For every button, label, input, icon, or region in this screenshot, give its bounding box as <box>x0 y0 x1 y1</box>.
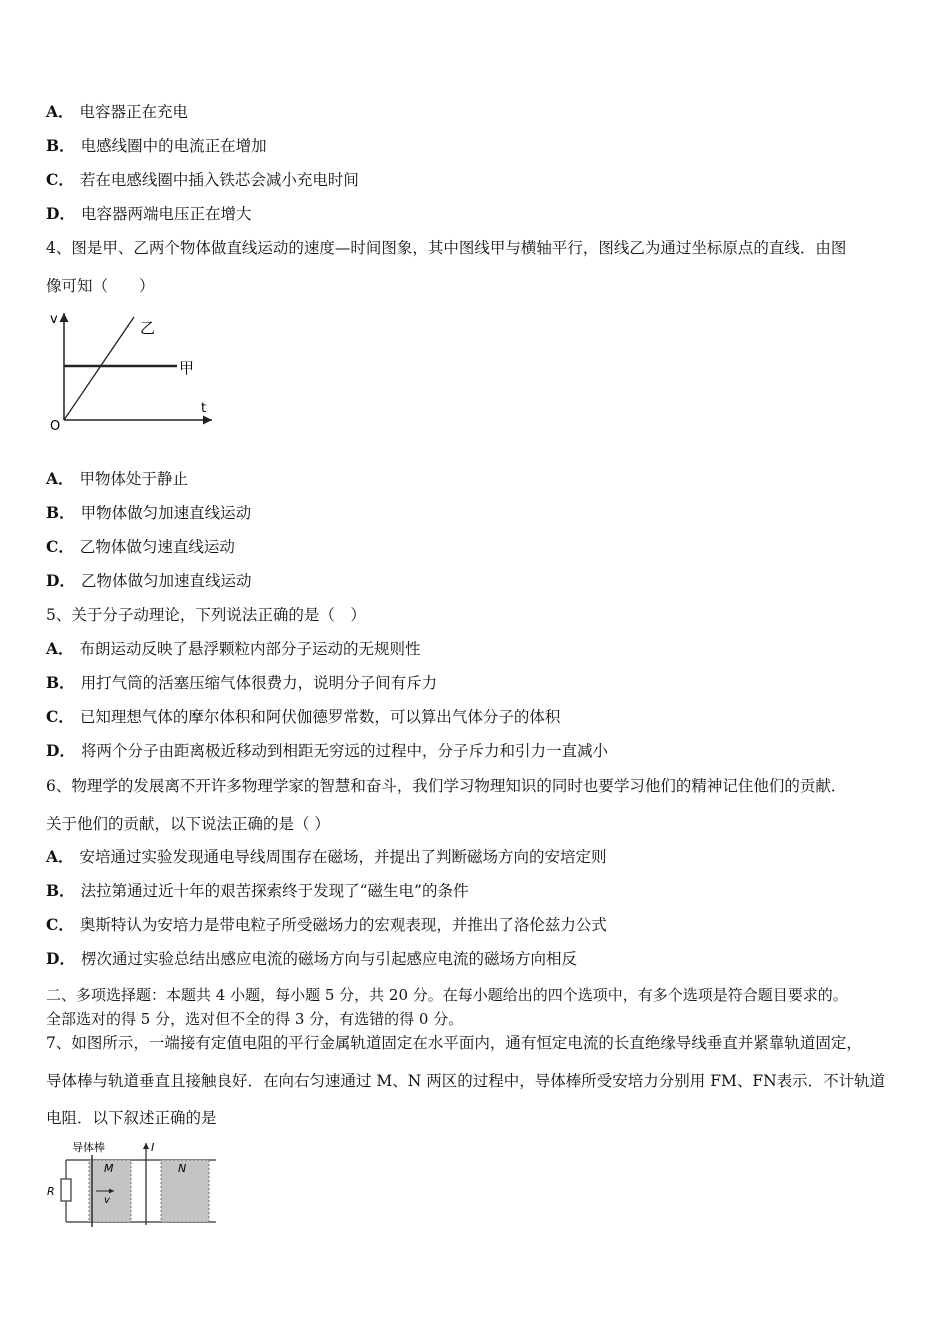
yi-label: 乙 <box>140 319 156 337</box>
q5-option-a: A． 布朗运动反映了悬浮颗粒内部分子运动的无规则性 <box>46 639 421 658</box>
q5-option-c: C． 已知理想气体的摩尔体积和阿伏伽德罗常数，可以算出气体分子的体积 <box>46 707 561 726</box>
q7-stem-line2: 导体棒与轨道垂直且接触良好．在向右匀速通过 M、N 两区的过程中，导体棒所受安培力分别用 FM、FN表示．不计轨道 <box>46 1072 886 1090</box>
q3-option-d: D． 电容器两端电压正在增大 <box>46 204 252 223</box>
q5-stem: 5、关于分子动理论，下列说法正确的是（ ） <box>46 606 366 624</box>
q7-stem-line1: 7、如图所示，一端接有定值电阻的平行金属轨道固定在水平面内，通有恒定电流的长直绝缘导线垂直并紧靠轨道固定， <box>46 1034 862 1052</box>
origin-label: O <box>50 419 61 434</box>
line-yi <box>64 317 134 420</box>
n-label: N <box>178 1162 187 1175</box>
resistor <box>61 1179 71 1201</box>
m-label: M <box>104 1162 114 1175</box>
v-label: v <box>50 312 58 327</box>
q6-option-d: D． 楞次通过实验总结出感应电流的磁场方向与引起感应电流的磁场方向相反 <box>46 949 577 968</box>
section2-header-line2: 全部选对的得 5 分，选对但不全的得 3 分，有选错的得 0 分。 <box>46 1010 464 1028</box>
q4-stem-line1: 4、图是甲、乙两个物体做直线运动的速度—时间图象，其中图线甲与横轴平行，图线乙为通过坐标原点的直线．由图 <box>46 239 847 257</box>
section2-header-line1: 二、多项选择题：本题共 4 小题，每小题 5 分，共 20 分。在每小题给出的四个选项中，有多个选项是符合题目要求的。 <box>46 986 848 1004</box>
q4-option-b: B． 甲物体做匀加速直线运动 <box>46 503 252 522</box>
q3-option-a: A． 电容器正在充电 <box>46 102 189 121</box>
q3-option-b: B． 电感线圈中的电流正在增加 <box>46 136 267 155</box>
rod-label: 导体棒 <box>72 1141 105 1154</box>
q6-option-a: A． 安培通过实验发现通电导线周围存在磁场，并提出了判断磁场方向的安培定则 <box>46 847 607 866</box>
q4-option-c: C． 乙物体做匀速直线运动 <box>46 537 235 556</box>
q7-circuit-figure <box>44 1137 224 1227</box>
q4-vt-graph <box>44 305 224 435</box>
t-label: t <box>201 401 207 416</box>
q6-option-b: B． 法拉第通过近十年的艰苦探索终于发现了“磁生电”的条件 <box>46 881 469 900</box>
current-label: I <box>151 1141 155 1154</box>
q7-stem-line3: 电阻．以下叙述正确的是 <box>46 1109 217 1127</box>
v-label: v <box>104 1195 110 1206</box>
q4-option-a: A． 甲物体处于静止 <box>46 469 189 488</box>
q6-stem-line1: 6、物理学的发展离不开许多物理学家的智慧和奋斗，我们学习物理知识的同时也要学习他们的精神记住他们的贡献． <box>46 777 847 795</box>
r-label: R <box>47 1185 55 1198</box>
jia-label: 甲 <box>179 359 195 377</box>
q6-option-c: C． 奥斯特认为安培力是带电粒子所受磁场力的宏观表现，并推出了洛伦兹力公式 <box>46 915 607 934</box>
q6-stem-line2: 关于他们的贡献，以下说法正确的是（ ） <box>46 815 330 833</box>
q5-option-b: B． 用打气筒的活塞压缩气体很费力，说明分子间有斥力 <box>46 673 438 692</box>
q5-option-d: D． 将两个分子由距离极近移动到相距无穷远的过程中，分子斥力和引力一直减小 <box>46 741 608 760</box>
q4-option-d: D． 乙物体做匀加速直线运动 <box>46 571 252 590</box>
q4-stem-line2: 像可知（ ） <box>46 277 155 295</box>
q3-option-c: C． 若在电感线圈中插入铁芯会减小充电时间 <box>46 170 359 189</box>
